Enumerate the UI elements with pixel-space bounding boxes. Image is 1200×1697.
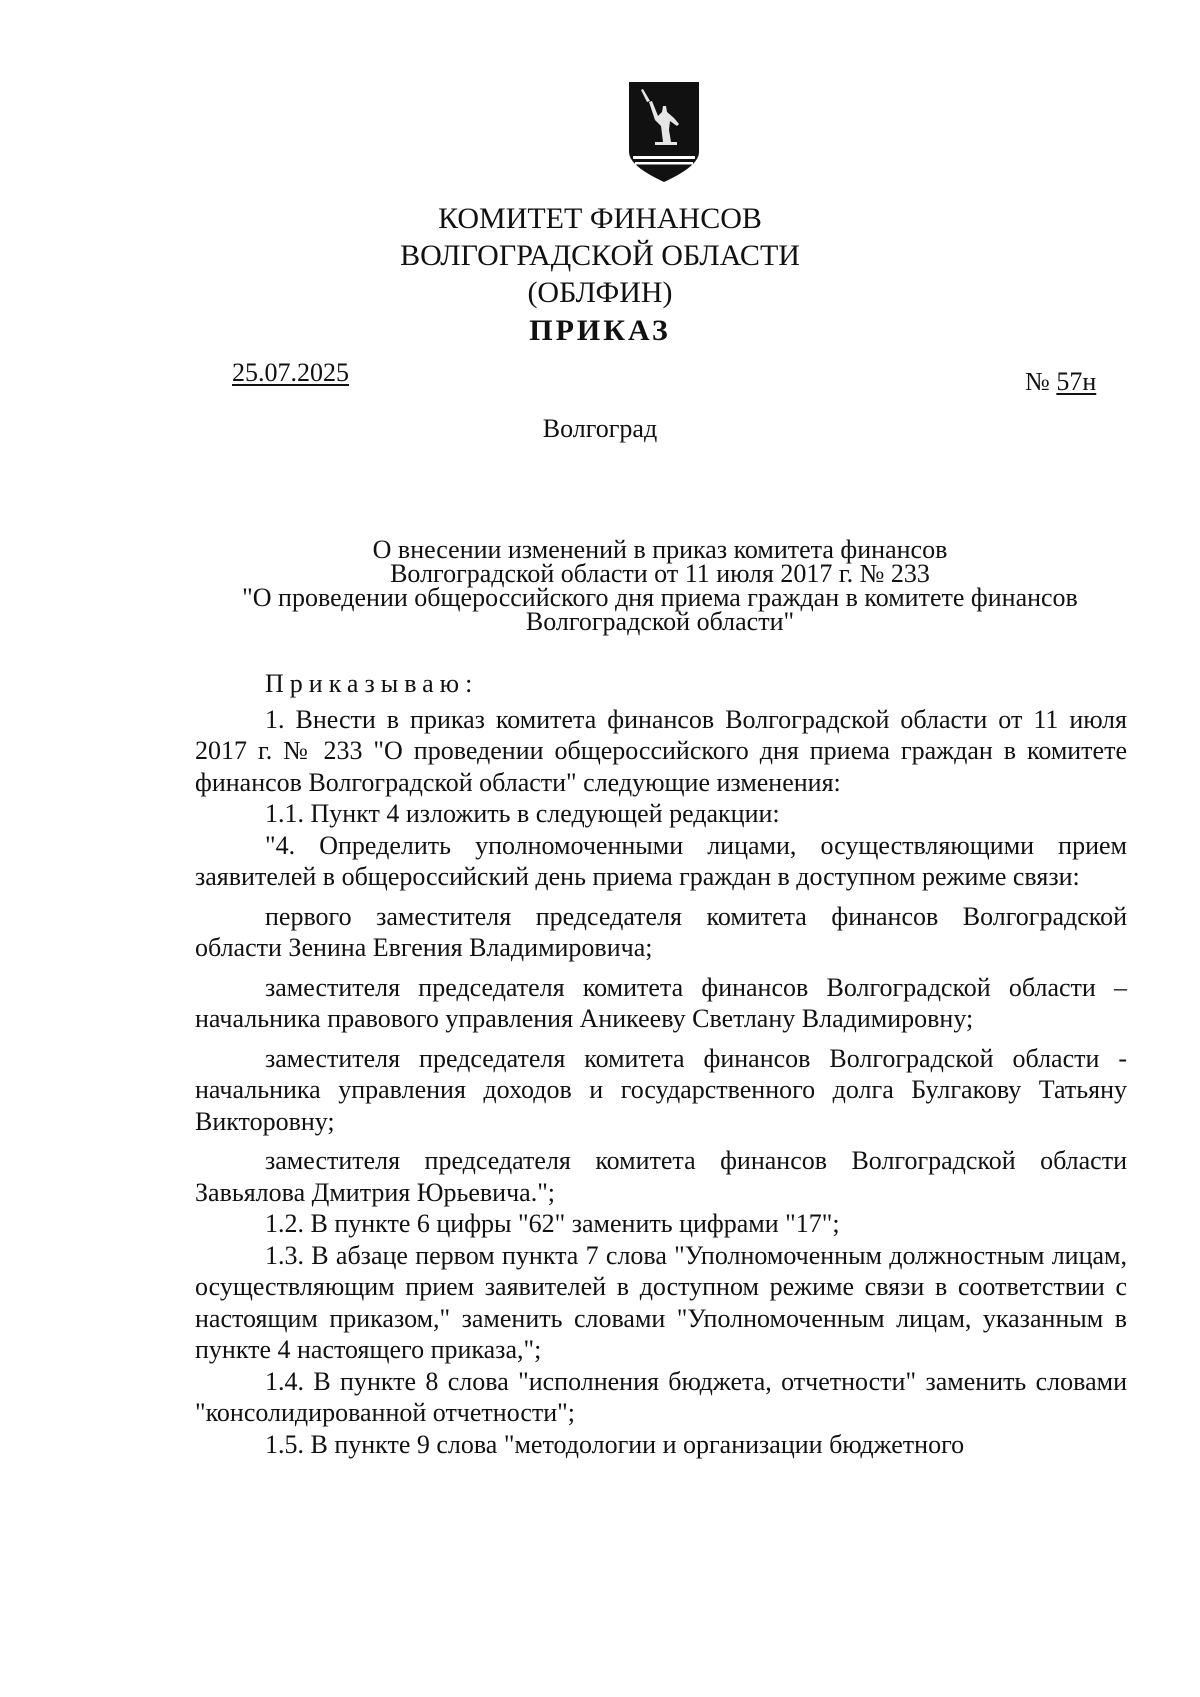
paragraph-1-2: 1.2. В пункте 6 цифры "62" заменить цифрами "17"; <box>265 1209 840 1238</box>
document-type: ПРИКАЗ <box>529 314 671 347</box>
org-abbreviation: (ОБЛФИН) <box>527 276 673 309</box>
paragraph-1-5: 1.5. В пункте 9 слова "методологии и организации бюджетного <box>265 1429 965 1459</box>
authorized-person-2: заместителя председателя комитета финансов Волгоградской области – начальника правового управления Аникееву Светлану Владимировну; <box>195 972 1127 1033</box>
subject-line-1: О внесении изменений в приказ комитета финансов <box>372 535 948 564</box>
subject-line-3: "О проведении общероссийского дня приема граждан в комитете финансов <box>242 583 1078 612</box>
paragraph-1-4: 1.4. В пункте 8 слова "исполнения бюджета, отчетности" заменить словами "консолидированной отчетности"; <box>195 1366 1127 1427</box>
authorized-person-1: первого заместителя председателя комитета финансов Волгоградской области Зенина Евгения Владимировича; <box>195 901 1127 962</box>
org-name-line-2: ВОЛГОГРАДСКОЙ ОБЛАСТИ <box>400 239 800 272</box>
document-date: 25.07.2025 <box>232 358 349 387</box>
paragraph-1-1: 1.1. Пункт 4 изложить в следующей редакции: <box>265 799 780 828</box>
paragraph-4-new: "4. Определить уполномоченными лицами, осуществляющими прием заявителей в общероссийский день приема граждан в доступном режиме связи: <box>195 830 1127 891</box>
authorized-person-3: заместителя председателя комитета финансов Волгоградской области - начальника управления доходов и государственного долга Булгакову Татьяну Викторовну; <box>195 1043 1127 1136</box>
number-value: 57н <box>1056 367 1097 396</box>
authorized-person-4: заместителя председателя комитета финансов Волгоградской области Завьялова Дмитрия Юрьевича."; <box>195 1146 1127 1207</box>
number-sign: № <box>1025 367 1050 396</box>
paragraph-1-3: 1.3. В абзаце первом пункта 7 слова "Уполномоченным должностным лицам, осуществляющим прием заявителей в доступном режиме связи в соответствии с настоящим приказом," заменить словами "Уполномоченным лицам, указанным в пункте 4 настоящего приказа,"; <box>195 1240 1127 1364</box>
subject-line-2: Волгоградской области от 11 июля 2017 г. № 233 <box>390 559 930 588</box>
city: Волгоград <box>542 414 658 443</box>
document-body <box>195 668 1127 1460</box>
organization-name <box>0 200 1200 311</box>
paragraph-1: 1. Внести в приказ комитета финансов Волгоградской области от 11 июля 2017 г. № 233 "О проведении общероссийского дня приема граждан в комитете финансов Волгоградской области" следующие изменения: <box>195 704 1127 797</box>
org-name-line-1: КОМИТЕТ ФИНАНСОВ <box>438 202 762 235</box>
volgograd-region-emblem-icon <box>625 80 703 184</box>
document-number <box>1025 367 1096 397</box>
order-word: Приказываю: <box>265 669 479 698</box>
subject-line-4: Волгоградской области" <box>525 607 795 636</box>
document-subject <box>200 535 1120 636</box>
